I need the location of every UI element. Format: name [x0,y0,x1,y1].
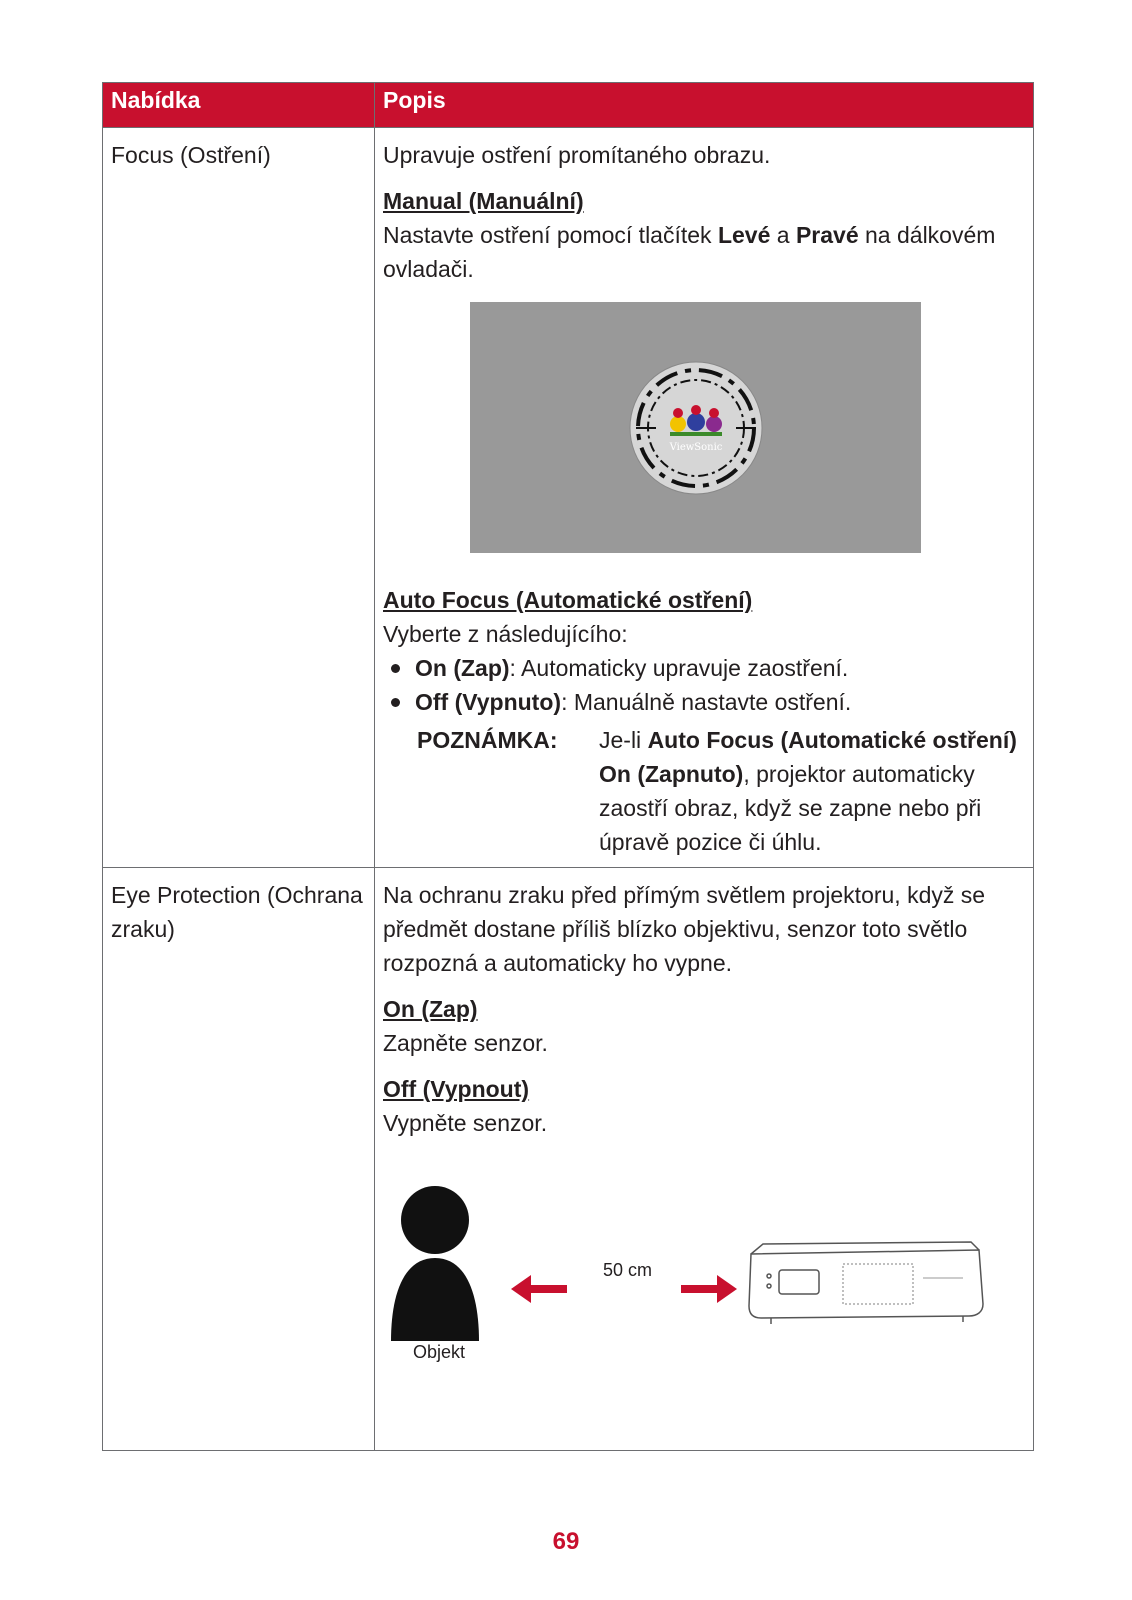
note-text [599,723,1025,859]
option-text: : Manuálně nastavte ostření. [561,689,852,715]
option-text: : Automaticky upravuje zaostření. [509,655,849,681]
eye-protection-illustration [383,1166,1003,1442]
distance-label: 50 cm [603,1260,653,1280]
table-row-eye-protection [103,868,1034,1451]
focus-intro: Upravuje ostření promítaného obrazu. [383,142,771,168]
manual-text-part: na dálkovém ovladači. [383,222,996,282]
viewsonic-focus-logo-icon [626,358,766,498]
option-label: On (Zap) [415,655,510,681]
table-row-focus [103,128,1034,868]
description-cell-focus [375,128,1034,868]
list-item [383,685,1025,719]
auto-focus-heading: Auto Focus (Automatické ostření) [383,587,753,613]
focus-screen-image [470,302,921,553]
header-menu: Nabídka [103,83,375,128]
eye-protection-diagram [383,1166,1025,1442]
description-cell-eye-protection [375,868,1034,1451]
person-icon [391,1186,479,1341]
menu-cell-focus: Focus (Ostření) [103,128,375,868]
eye-intro: Na ochranu zraku před přímým světlem projektoru, když se předmět dostane příliš blízko objektivu, senzor toto světlo rozpozná a automaticky ho vypne. [383,882,986,976]
manual-text-part: Nastavte ostření pomocí tlačítek [383,222,712,248]
eye-off-heading: Off (Vypnout) [383,1076,530,1102]
header-description: Popis [375,83,1034,128]
note-text-part: Je-li [599,727,642,753]
settings-table [102,82,1034,1451]
object-label: Objekt [413,1342,466,1362]
left-button-label: Levé [717,222,771,248]
screen-logo-text: ViewSonic [669,441,722,453]
manual-heading: Manual (Manuální) [383,188,584,214]
manual-and: a [776,222,790,248]
page-number: 69 [552,1528,580,1555]
right-button-label: Pravé [795,222,859,248]
note-label: POZNÁMKA: [417,727,558,753]
note-bold-text: Auto Focus (Automatické ostření) On (Zapnuto) [599,727,1017,787]
auto-focus-intro: Vyberte z následujícího: [383,621,628,647]
eye-off-text: Vypněte senzor. [383,1110,548,1136]
manual-text [383,218,1025,286]
auto-focus-options [383,651,1025,719]
eye-on-text: Zapněte senzor. [383,1030,548,1056]
table-header-row [103,83,1034,128]
projector-icon [749,1242,983,1324]
list-item [383,651,1025,685]
note [417,723,1025,859]
option-label: Off (Vypnuto) [415,689,562,715]
menu-cell-eye-protection: Eye Protection (Ochrana zraku) [103,868,375,1451]
eye-on-heading: On (Zap) [383,996,478,1022]
arrow-right-icon [681,1275,737,1303]
note-text-part: , projektor automaticky zaostří obraz, když se zapne nebo při úpravě pozice či úhlu. [599,761,982,855]
arrow-left-icon [511,1275,567,1303]
